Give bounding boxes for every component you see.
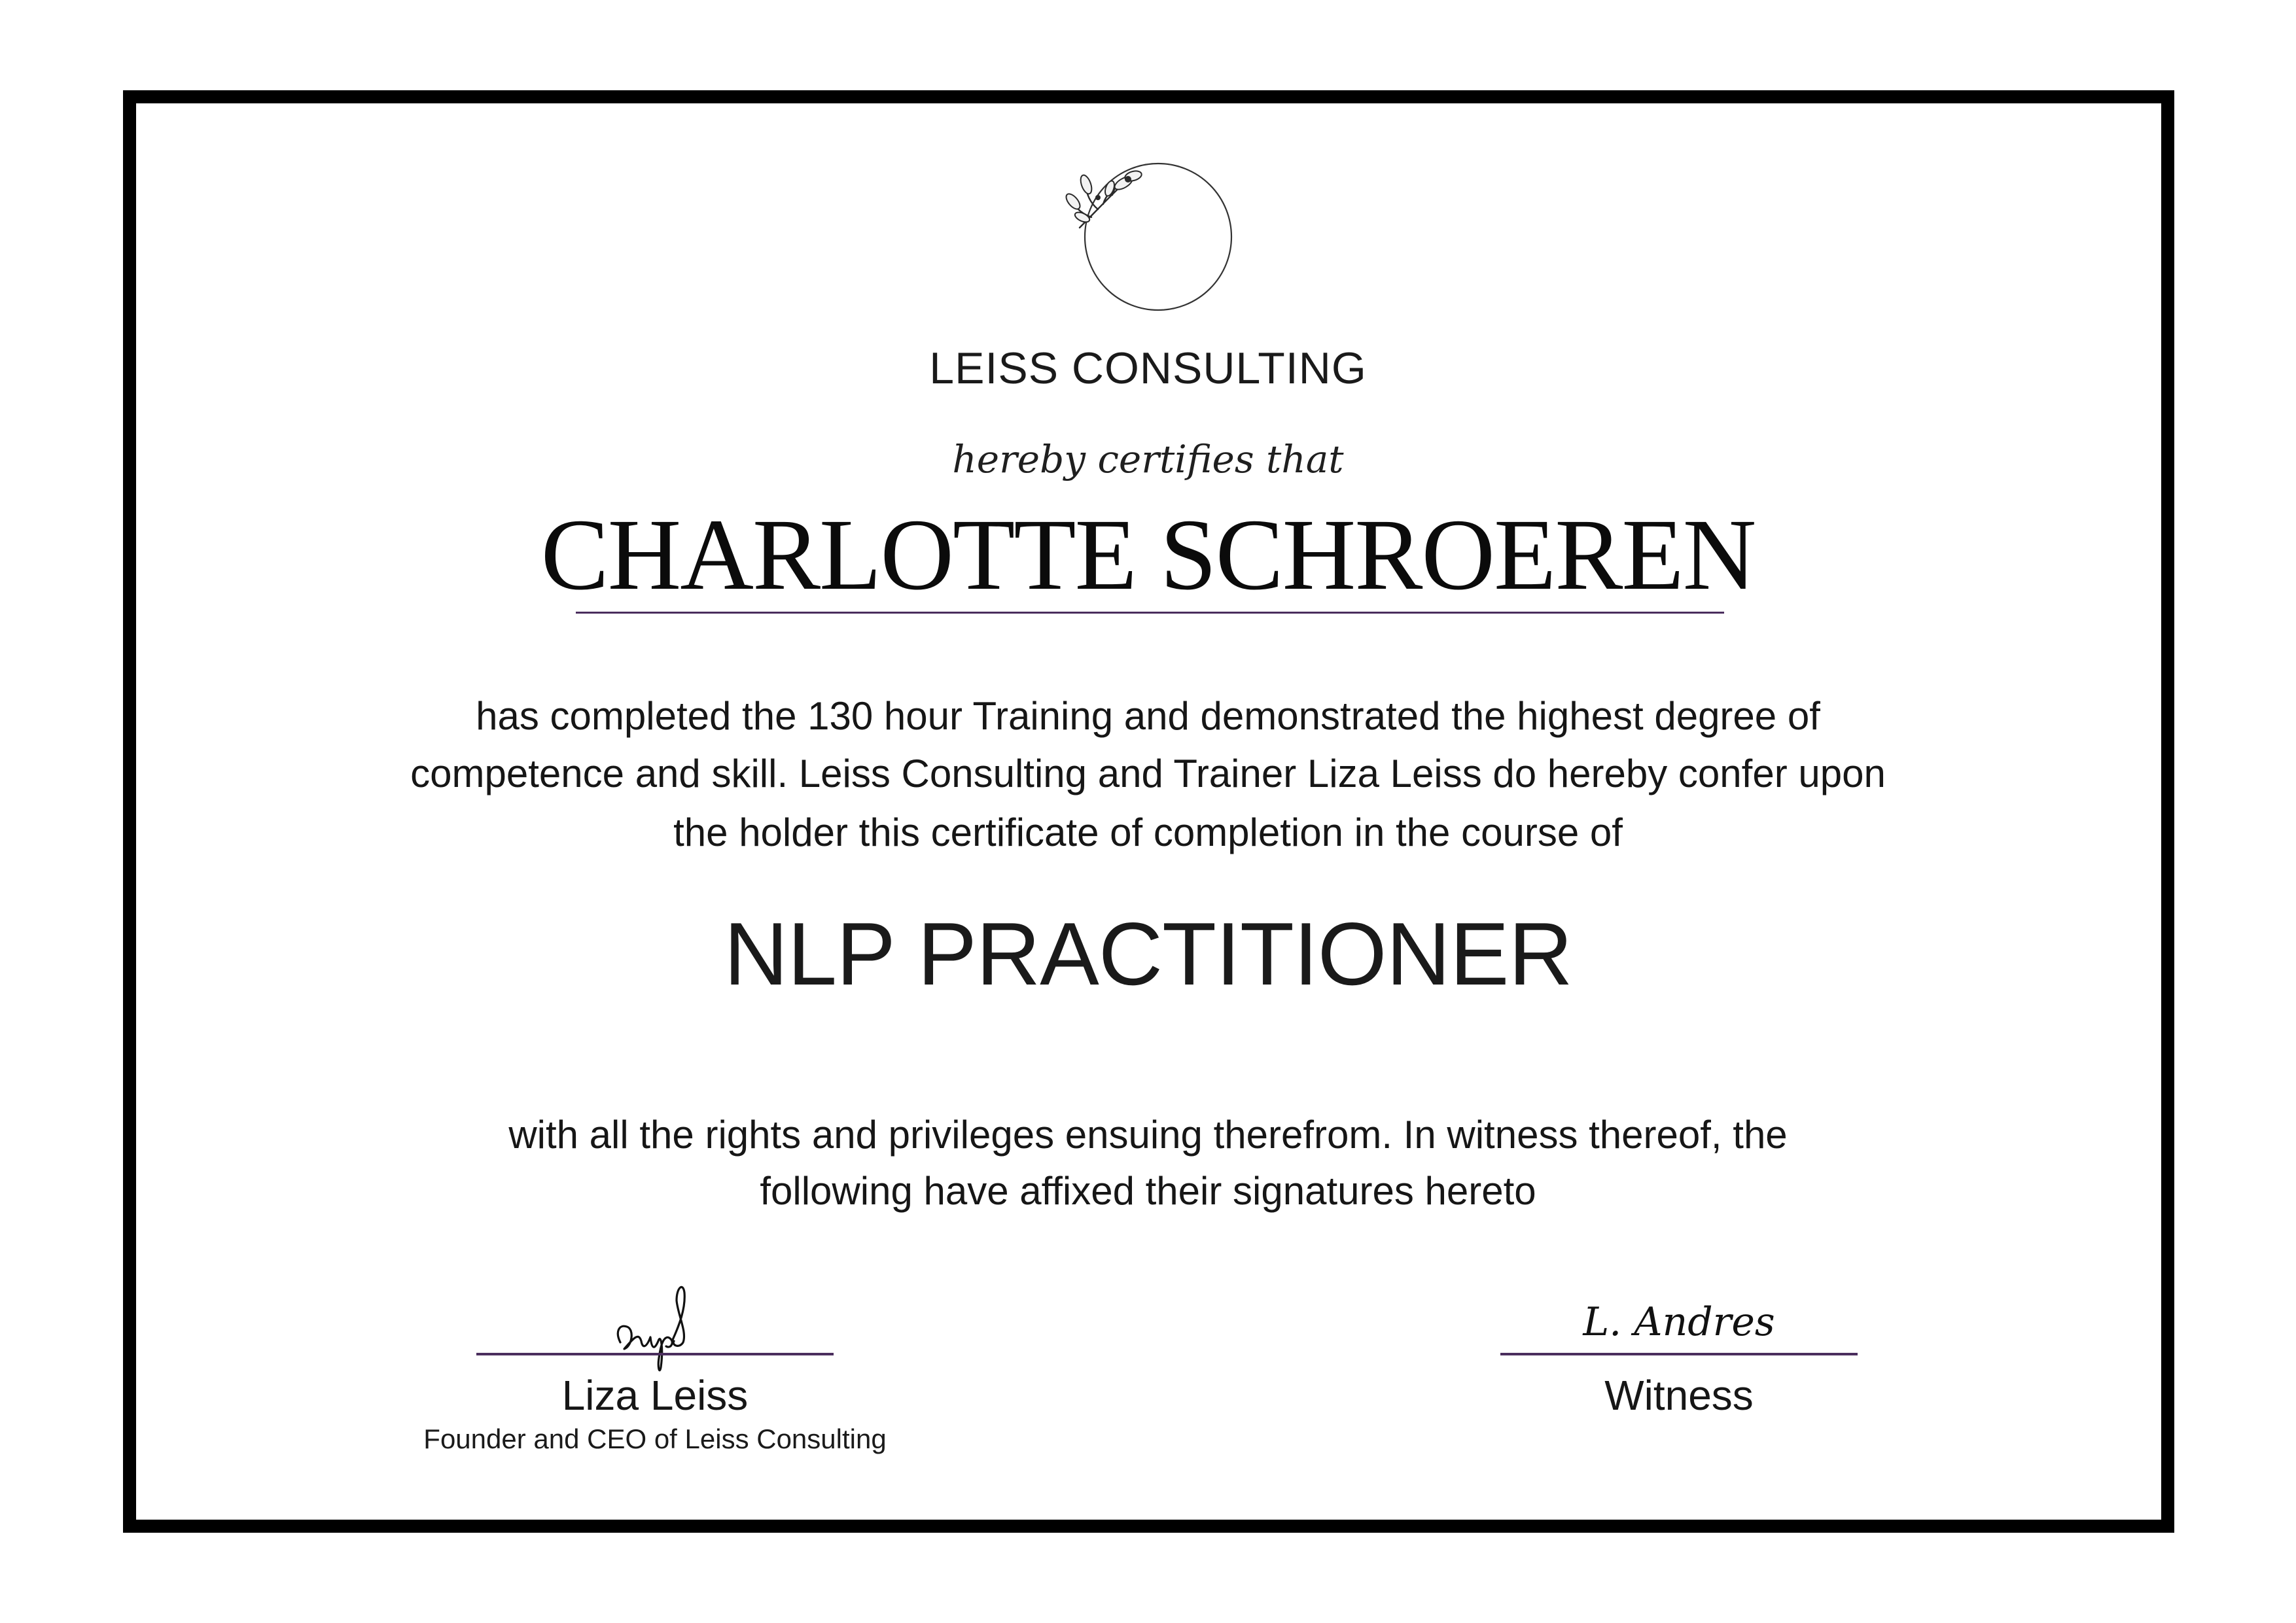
founder-signature xyxy=(602,1269,713,1380)
founder-title: Founder and CEO of Leiss Consulting xyxy=(423,1423,887,1454)
witness-signature-line xyxy=(1500,1353,1858,1355)
recipient-underline xyxy=(576,612,1724,614)
recipient-name: CHARLOTTE SCHROEREN xyxy=(540,498,1756,611)
floral-wreath-logo xyxy=(1060,157,1243,321)
certifies-text: hereby certifies that xyxy=(952,437,1344,481)
witness-label: Witness xyxy=(1604,1372,1754,1419)
witness-signature: L. Andres xyxy=(1583,1299,1775,1345)
course-name: NLP PRACTITIONER xyxy=(724,904,1572,1003)
organization-name: LEISS CONSULTING xyxy=(929,343,1367,393)
body-line-2: competence and skill. Leiss Consulting and Trainer Liza Leiss do hereby confer upon xyxy=(410,752,1886,795)
body-line-3: the holder this certificate of completion in the course of xyxy=(673,811,1623,854)
closing-line-2: following have affixed their signatures hereto xyxy=(760,1169,1536,1213)
body-line-1: has completed the 130 hour Training and demonstrated the highest degree of xyxy=(476,694,1820,738)
founder-signature-line xyxy=(476,1353,834,1355)
founder-name: Liza Leiss xyxy=(561,1372,749,1419)
closing-line-1: with all the rights and privileges ensuing therefrom. In witness thereof, the xyxy=(508,1113,1788,1157)
